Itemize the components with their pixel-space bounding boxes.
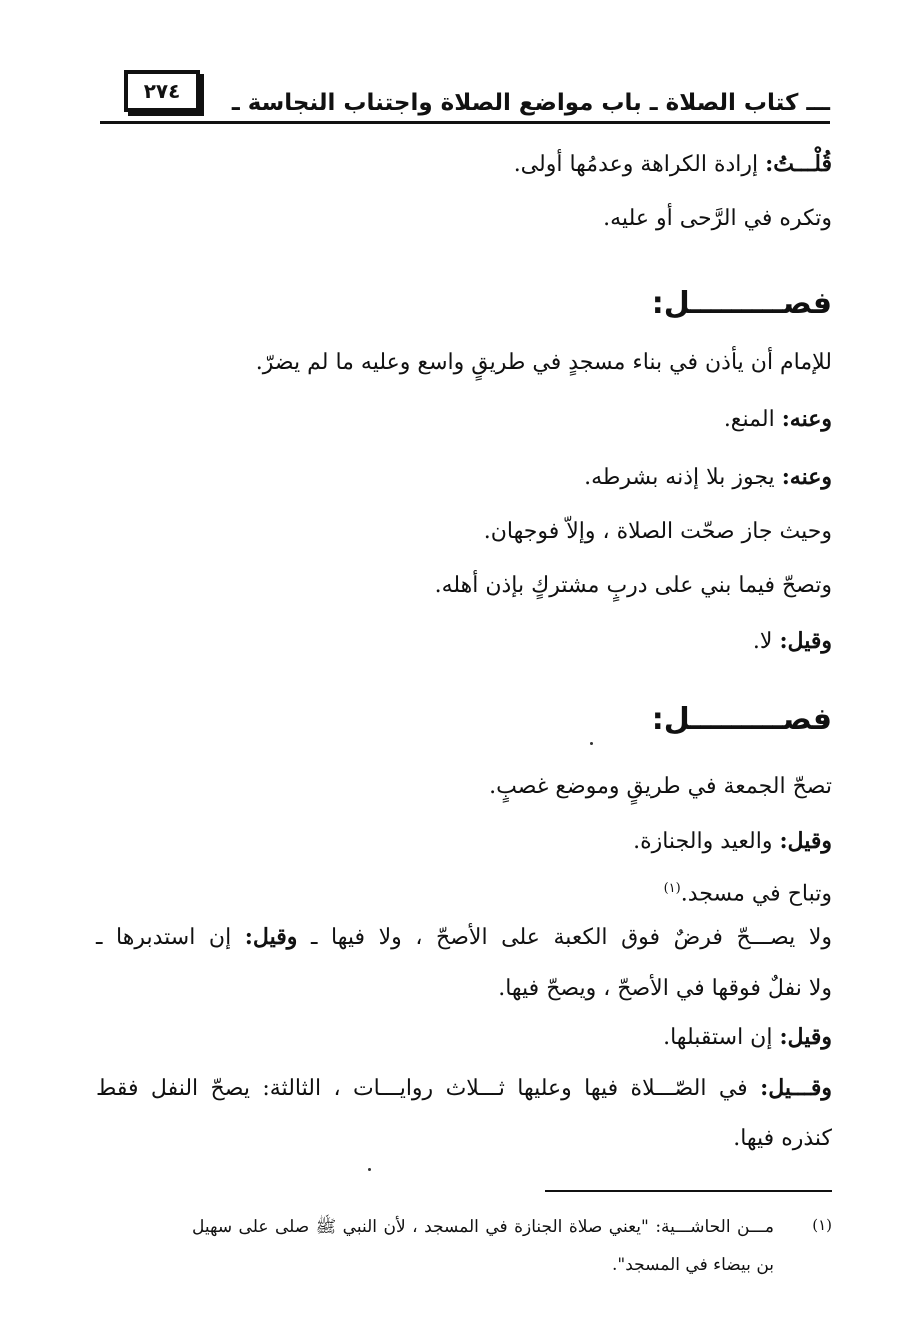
footnote-rule [545, 1190, 832, 1192]
line-lead: وقيل: [779, 828, 832, 854]
section-heading: فصـــــــــل: [651, 702, 832, 737]
page-number: ٢٧٤ [124, 70, 200, 112]
text-line: تصحّ الجمعة في طريقٍ وموضع غصبٍ. [489, 774, 832, 799]
text-line [96, 1071, 832, 1106]
text-line: ولا نفلٌ فوقها في الأصحّ ، ويصحّ فيها. [498, 976, 832, 1001]
line-text: إرادة الكراهة وعدمُها أولى. [513, 152, 766, 177]
footnote-text: مـــن الحاشـــية: "يعني صلاة الجنازة في المسجد ، لأن النبي ﷺ صلى على سهيل بن بيضاء في المسجد". [192, 1217, 774, 1275]
line-text: يجوز بلا إذنه بشرطه. [584, 465, 782, 490]
line-lead: قُلْـــتُ: [765, 151, 832, 177]
line-lead: وعنه: [781, 464, 832, 490]
line-lead: وعنه: [781, 406, 832, 432]
text-line: وتكره في الرَّحى أو عليه. [603, 206, 832, 231]
header-rule [100, 121, 830, 124]
footnote-reference[interactable]: (١) [663, 881, 681, 896]
speck [368, 1168, 371, 1171]
text-line [664, 872, 832, 911]
text-line [663, 1020, 832, 1055]
text-line [633, 824, 832, 859]
line-text: إن استقبلها. [663, 1025, 780, 1050]
line-text: لا. [752, 629, 780, 654]
text-line [514, 147, 832, 182]
line-text: وتباح في مسجد. [680, 881, 832, 907]
running-title: ـــ كتاب الصلاة ـ باب مواضع الصلاة واجتناب النجاسة ـ [231, 90, 830, 116]
line-text: في الصّـــلاة فيها وعليها ثـــلاث روايـــات ، الثالثة: يصحّ النفل فقط [96, 1076, 761, 1101]
line-text: ولا يصـــحّ فرضٌ فوق الكعبة على الأصحّ ، ولا فيها ـ [297, 925, 832, 950]
speck [590, 742, 593, 745]
line-text: إن استدبرها ـ [96, 925, 245, 950]
text-line [96, 920, 832, 955]
line-text: المنع. [723, 407, 782, 432]
text-line: للإمام أن يأذن في بناء مسجدٍ في طريقٍ واسع وعليه ما لم يضرّ. [255, 350, 832, 375]
text-line: وحيث جاز صحّت الصلاة ، وإلاّ فوجهان. [483, 519, 832, 544]
text-line [584, 460, 832, 495]
text-line [724, 402, 832, 437]
section-heading: فصـــــــــل: [651, 286, 832, 321]
line-text: والعيد والجنازة. [633, 829, 780, 854]
page-header [100, 68, 830, 128]
text-line [753, 624, 832, 659]
line-lead: وقيل: [779, 628, 832, 654]
footnote-marker: (١) [812, 1216, 832, 1234]
line-lead: وقيل: [244, 924, 298, 950]
line-lead: وقـــيل: [760, 1075, 832, 1101]
text-line: وتصحّ فيما بني على دربٍ مشتركٍ بإذن أهله. [434, 573, 832, 598]
text-line: كنذره فيها. [733, 1126, 832, 1151]
line-lead: وقيل: [779, 1024, 832, 1050]
